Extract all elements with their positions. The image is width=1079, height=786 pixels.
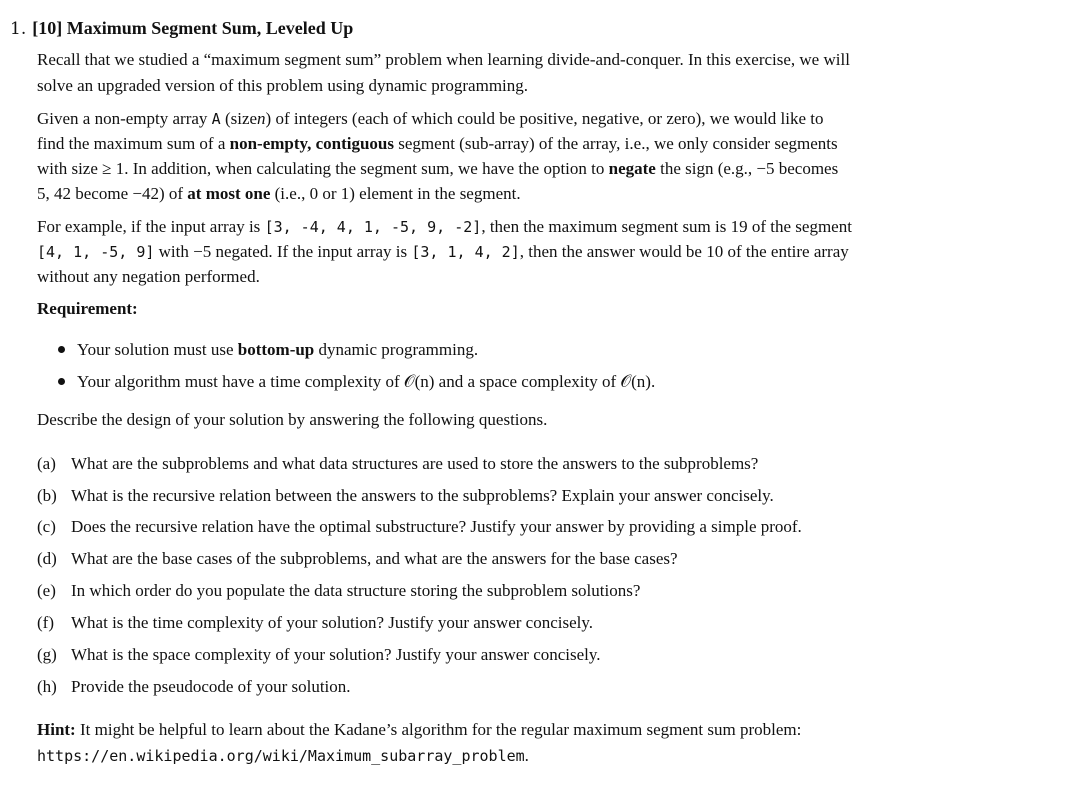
statement-line-3 xyxy=(37,158,838,180)
example-text: , then the maximum segment sum is 19 of the segment xyxy=(481,217,852,236)
question-label: (d) xyxy=(37,549,57,568)
hint-url-link[interactable]: https://en.wikipedia.org/wiki/Maximum_subarray_problem xyxy=(37,747,525,765)
problem-number: 1. xyxy=(10,19,27,39)
hint-url-line xyxy=(37,745,529,767)
question-label: (e) xyxy=(37,581,56,600)
example-line-2 xyxy=(37,241,849,263)
hint-line xyxy=(37,719,801,741)
statement-text: Given a non-empty array xyxy=(37,109,208,128)
emphasis-text: non-empty, contiguous xyxy=(229,134,395,153)
requirement-bullet-2 xyxy=(58,371,655,393)
intro-line-2: solve an upgraded version of this problem using dynamic programming. xyxy=(37,76,529,95)
question-text: In which order do you populate the data structure storing the subproblem solutions? xyxy=(71,581,641,600)
hint-url-period: . xyxy=(524,746,529,765)
statement-text: (i.e., 0 or 1) element in the segment. xyxy=(274,184,521,203)
question-text: What are the base cases of the subproblems, and what are the answers for the base cases? xyxy=(71,549,678,568)
question-item xyxy=(37,485,774,507)
example-text: with −5 negated. If the input array is xyxy=(158,242,408,261)
example-text: For example, if the input array is xyxy=(37,217,261,236)
problem-points: [10] xyxy=(32,18,63,38)
question-label: (b) xyxy=(37,486,57,505)
statement-line-1 xyxy=(37,108,824,130)
example-line-1 xyxy=(37,216,852,238)
emphasis-text: negate xyxy=(608,159,656,178)
problem-heading: Maximum Segment Sum, Leveled Up xyxy=(66,18,354,38)
bullet-text: Your algorithm must have a time complexity of 𝒪(n) and a space complexity of 𝒪(n). xyxy=(77,372,656,391)
question-item xyxy=(37,516,802,538)
bullet-text: dynamic programming. xyxy=(318,340,479,359)
example-array-code: [3, -4, 4, 1, -5, 9, -2] xyxy=(264,218,482,236)
question-label: (g) xyxy=(37,645,57,664)
question-item xyxy=(37,612,593,634)
emphasis-text: bottom-up xyxy=(237,340,315,359)
question-item xyxy=(37,580,640,602)
size-variable: n xyxy=(257,109,266,128)
statement-line-4 xyxy=(37,183,521,205)
example-segment-code: [4, 1, -5, 9] xyxy=(37,243,155,261)
requirement-heading: Requirement: xyxy=(37,299,138,318)
problem-title xyxy=(10,16,353,41)
hint-label: Hint: xyxy=(37,720,76,739)
question-text: What is the time complexity of your solution? Justify your answer concisely. xyxy=(71,613,594,632)
question-item xyxy=(37,676,351,698)
question-item xyxy=(37,453,758,475)
statement-text: find the maximum sum of a xyxy=(37,134,226,153)
question-item xyxy=(37,548,678,570)
bullet-icon xyxy=(58,346,65,353)
question-text: What are the subproblems and what data structures are used to store the answers to the subproblems? xyxy=(71,454,759,473)
question-item xyxy=(37,644,601,666)
statement-line-2 xyxy=(37,133,838,155)
describe-line: Describe the design of your solution by answering the following questions. xyxy=(37,410,548,429)
statement-text: (size xyxy=(224,109,258,128)
question-text: What is the recursive relation between the answers to the subproblems? Explain your answer concisely. xyxy=(71,486,774,505)
question-text: Does the recursive relation have the optimal substructure? Justify your answer by providing a simple proof. xyxy=(71,517,802,536)
question-label: (f) xyxy=(37,613,54,632)
intro-line-1: Recall that we studied a “maximum segment sum” problem when learning divide-and-conquer. In this exercise, we will xyxy=(37,50,850,69)
bullet-icon xyxy=(58,378,65,385)
example-line-3: without any negation performed. xyxy=(37,267,260,286)
requirement-bullet-1 xyxy=(58,339,478,361)
hint-text: It might be helpful to learn about the Kadane’s algorithm for the regular maximum segment sum problem: xyxy=(79,720,802,739)
question-text: Provide the pseudocode of your solution. xyxy=(71,677,351,696)
statement-text: ) of integers (each of which could be positive, negative, or zero), we would like to xyxy=(265,109,824,128)
statement-text: with size ≥ 1. In addition, when calculating the segment sum, we have the option to xyxy=(37,159,605,178)
statement-text: 5, 42 become −42) of xyxy=(37,184,184,203)
question-label: (h) xyxy=(37,677,57,696)
statement-text: segment (sub-array) of the array, i.e., we only consider segments xyxy=(398,134,838,153)
question-text: What is the space complexity of your solution? Justify your answer concisely. xyxy=(71,645,601,664)
array-name: A xyxy=(211,110,221,128)
bullet-text: Your solution must use xyxy=(77,340,234,359)
example-text: , then the answer would be 10 of the entire array xyxy=(519,242,849,261)
example-array-code: [3, 1, 4, 2] xyxy=(411,243,520,261)
question-label: (c) xyxy=(37,517,56,536)
statement-text: the sign (e.g., −5 becomes xyxy=(660,159,839,178)
question-label: (a) xyxy=(37,454,56,473)
emphasis-text: at most one xyxy=(187,184,271,203)
